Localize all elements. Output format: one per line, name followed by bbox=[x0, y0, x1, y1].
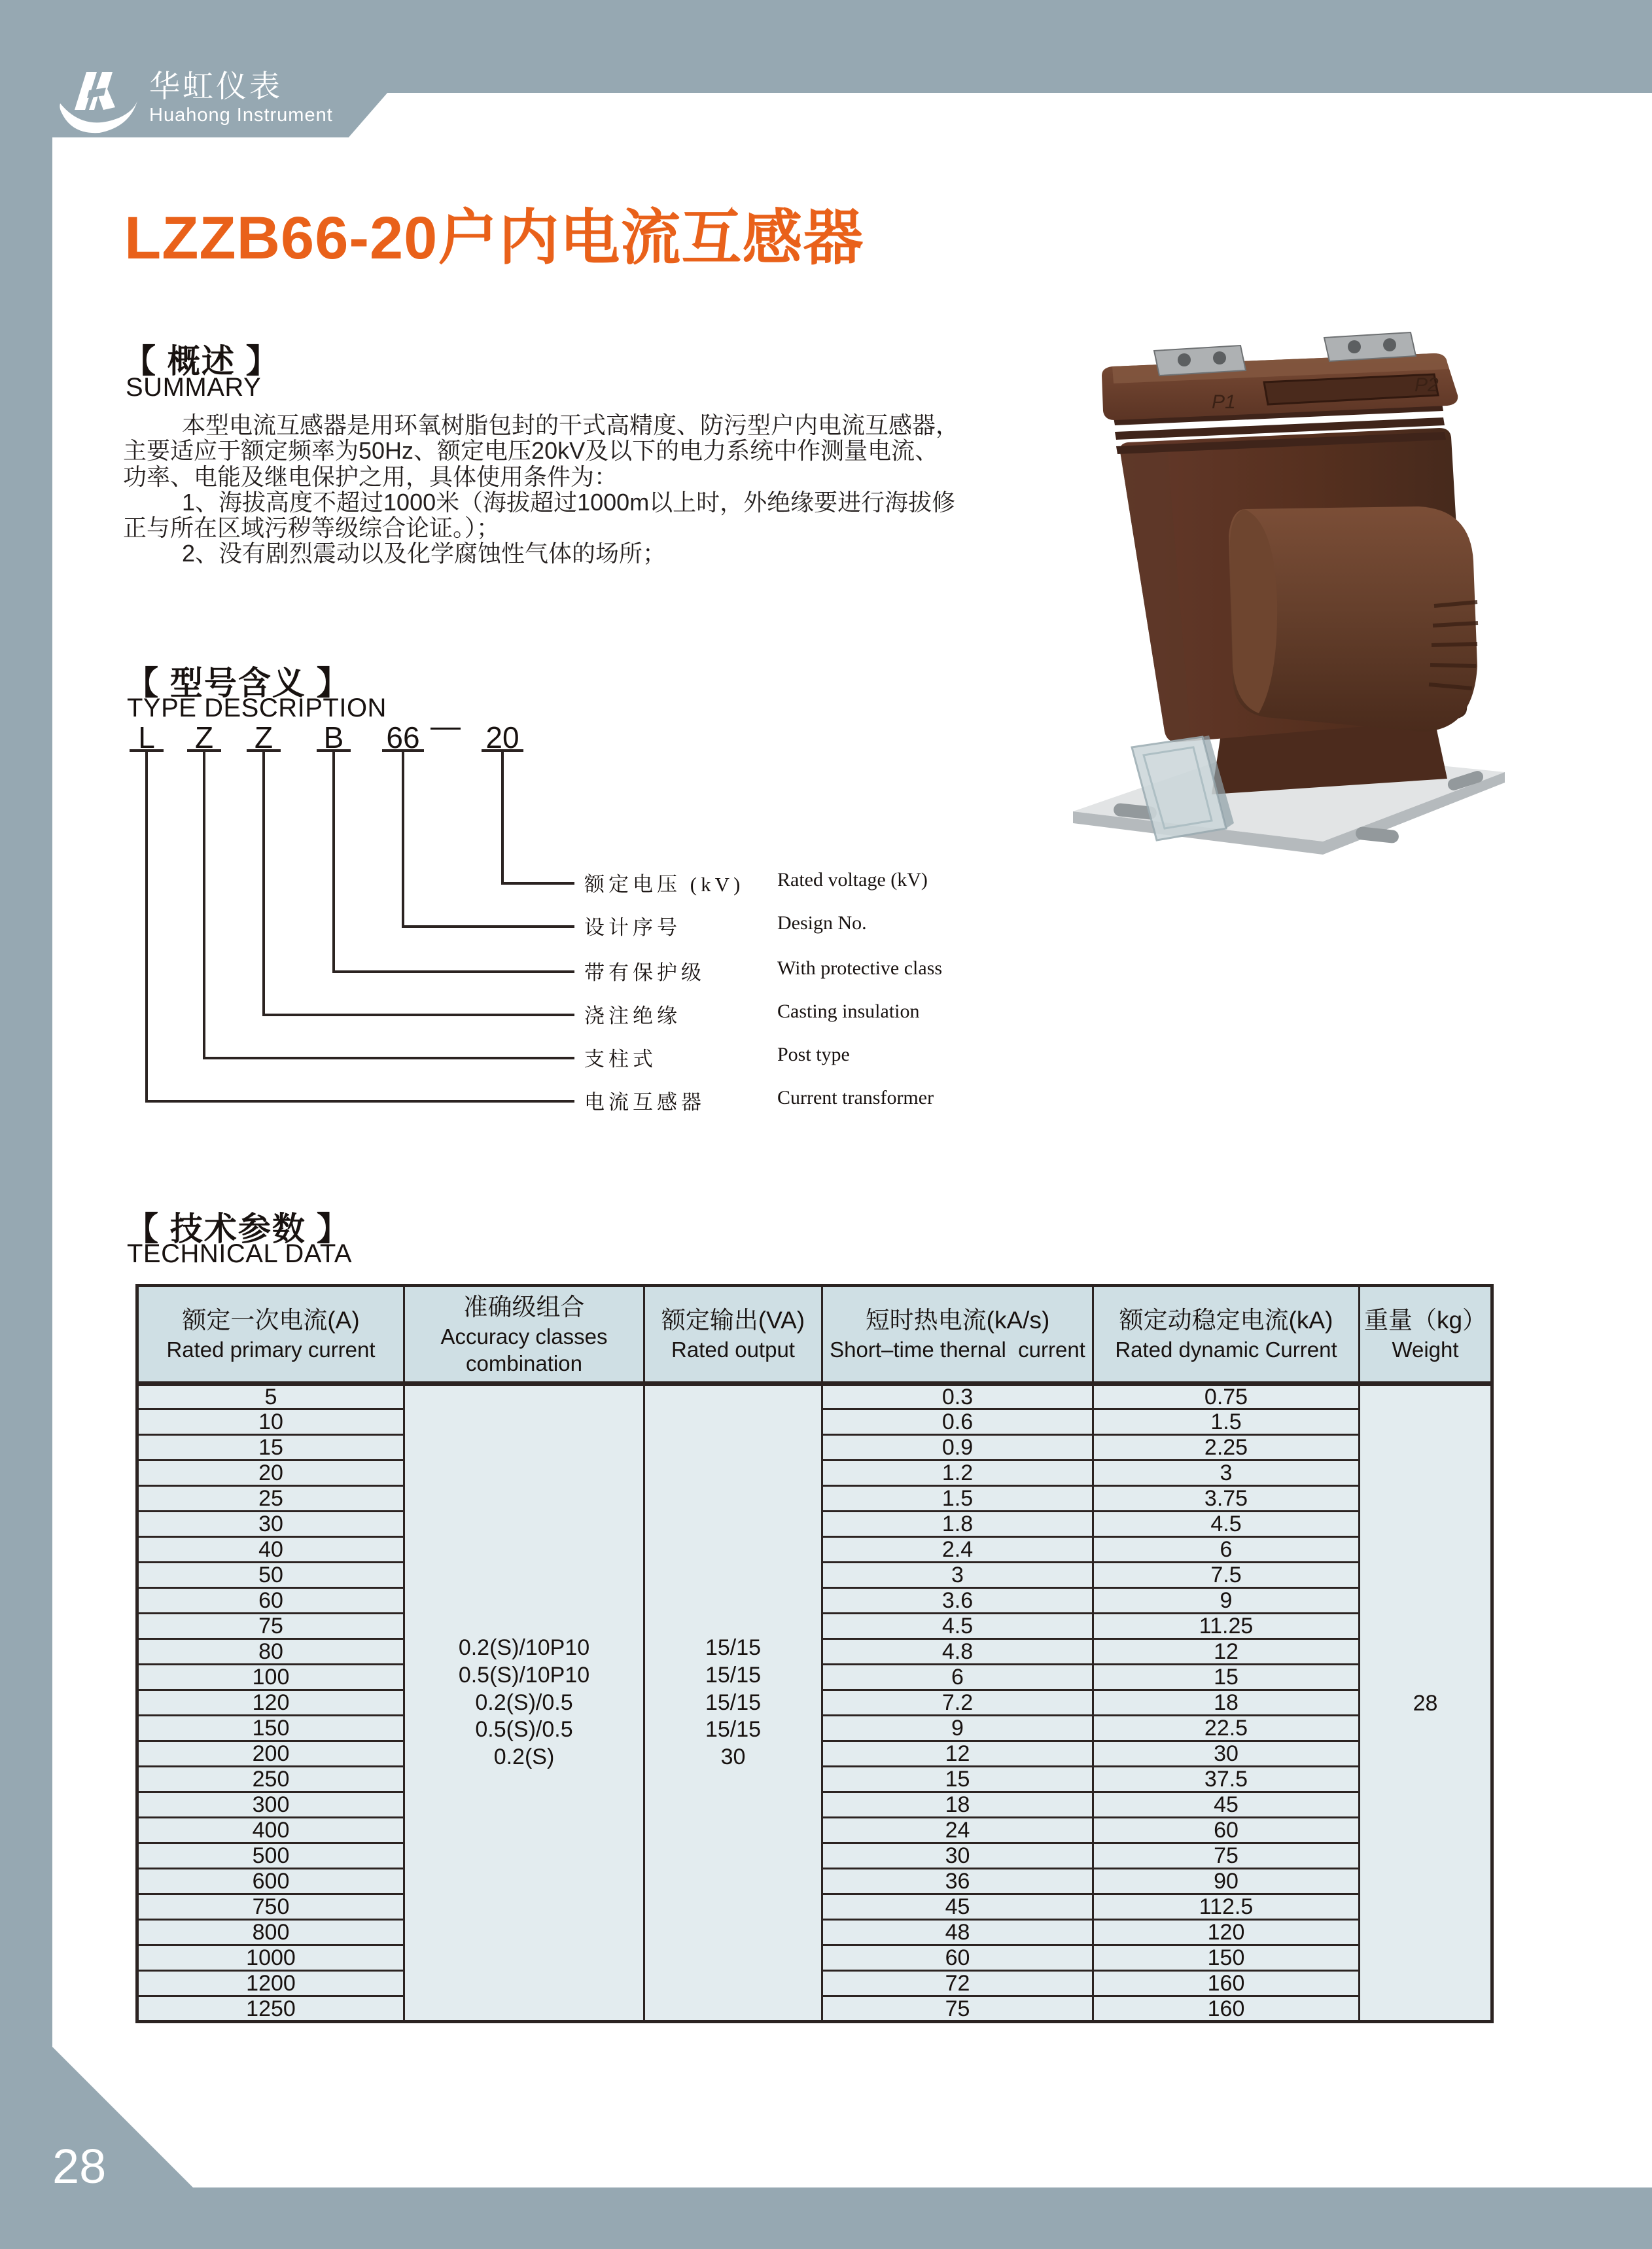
type-code-char: B bbox=[323, 720, 344, 754]
cell-dynamic: 12 bbox=[1093, 1639, 1360, 1665]
cell-current: 10 bbox=[137, 1409, 404, 1435]
cell-dynamic: 4.5 bbox=[1093, 1512, 1360, 1537]
col-header-short-time-current: 短时热电流(kA/s) Short–time thernal current bbox=[822, 1286, 1093, 1384]
cell-dynamic: 150 bbox=[1093, 1945, 1360, 1971]
type-heading-cn: 【 型号含义 】 bbox=[126, 665, 351, 701]
cell-current: 40 bbox=[137, 1537, 404, 1563]
cell-current: 30 bbox=[137, 1512, 404, 1537]
col-header-primary-current: 额定一次电流(A) Rated primary current bbox=[137, 1286, 404, 1384]
type-row-cn: 浇注绝缘 bbox=[584, 1004, 681, 1027]
cell-thermal: 0.6 bbox=[822, 1409, 1093, 1435]
cell-current: 60 bbox=[137, 1588, 404, 1614]
product-image bbox=[1015, 313, 1523, 873]
cell-dynamic: 75 bbox=[1093, 1843, 1360, 1869]
summary-line: 主要适应于额定频率为50Hz、额定电压20kV及以下的电力系统中作测量电流、 bbox=[123, 437, 939, 465]
cell-thermal: 7.2 bbox=[822, 1690, 1093, 1716]
cell-dynamic: 3.75 bbox=[1093, 1486, 1360, 1512]
cell-thermal: 12 bbox=[822, 1741, 1093, 1767]
cell-dynamic: 3 bbox=[1093, 1461, 1360, 1486]
cell-current: 750 bbox=[137, 1894, 404, 1920]
summary-line: 2、没有剧烈震动以及化学腐蚀性气体的场所； bbox=[182, 540, 667, 567]
svg-text:P2: P2 bbox=[1415, 374, 1439, 396]
cell-thermal: 60 bbox=[822, 1945, 1093, 1971]
cell-thermal: 0.3 bbox=[822, 1384, 1093, 1409]
logo-crescent-icon bbox=[56, 69, 140, 135]
cell-dynamic: 7.5 bbox=[1093, 1563, 1360, 1588]
type-heading-en: TYPE DESCRIPTION bbox=[127, 694, 387, 722]
cell-thermal: 18 bbox=[822, 1792, 1093, 1818]
cell-dynamic: 2.25 bbox=[1093, 1435, 1360, 1461]
summary-paragraph bbox=[123, 412, 993, 567]
cell-dynamic: 112.5 bbox=[1093, 1894, 1360, 1920]
type-row-cn: 带有保护级 bbox=[584, 961, 705, 984]
type-row-en: Current transformer bbox=[777, 1087, 934, 1108]
cell-dynamic: 0.75 bbox=[1093, 1384, 1360, 1409]
cell-weight: 28 bbox=[1360, 1384, 1492, 2022]
cell-current: 20 bbox=[137, 1461, 404, 1486]
table-row bbox=[137, 1384, 1492, 1409]
cell-current: 800 bbox=[137, 1920, 404, 1945]
type-code-char: 66 bbox=[386, 720, 420, 754]
cell-thermal: 0.9 bbox=[822, 1435, 1093, 1461]
page-number: 28 bbox=[52, 2139, 107, 2193]
technical-data-table bbox=[135, 1284, 1494, 2023]
col-header-rated-output: 额定输出(VA) Rated output bbox=[644, 1286, 822, 1384]
logo-en-text: Huahong Instrument bbox=[149, 104, 333, 126]
cell-thermal: 6 bbox=[822, 1665, 1093, 1690]
cell-current: 25 bbox=[137, 1486, 404, 1512]
summary-line: 正与所在区域污秽等级综合论证。）； bbox=[123, 514, 501, 542]
cell-current: 500 bbox=[137, 1843, 404, 1869]
cell-current: 300 bbox=[137, 1792, 404, 1818]
cell-thermal: 4.5 bbox=[822, 1614, 1093, 1639]
cell-thermal: 75 bbox=[822, 1996, 1093, 2022]
cell-current: 15 bbox=[137, 1435, 404, 1461]
cell-thermal: 9 bbox=[822, 1716, 1093, 1741]
svg-text:P1: P1 bbox=[1212, 391, 1236, 413]
cell-dynamic: 160 bbox=[1093, 1996, 1360, 2022]
cell-dynamic: 22.5 bbox=[1093, 1716, 1360, 1741]
summary-line: 功率、电能及继电保护之用，具体使用条件为： bbox=[123, 463, 618, 490]
type-row-cn: 设计序号 bbox=[584, 916, 681, 939]
cell-dynamic: 160 bbox=[1093, 1971, 1360, 1996]
type-code-char: Z bbox=[194, 720, 214, 754]
cell-dynamic: 90 bbox=[1093, 1869, 1360, 1894]
cell-dynamic: 30 bbox=[1093, 1741, 1360, 1767]
cell-thermal: 4.8 bbox=[822, 1639, 1093, 1665]
cell-thermal: 36 bbox=[822, 1869, 1093, 1894]
summary-heading-en: SUMMARY bbox=[126, 373, 262, 402]
cell-current: 1250 bbox=[137, 1996, 404, 2022]
type-code-char: L bbox=[138, 720, 155, 754]
cell-thermal: 1.2 bbox=[822, 1461, 1093, 1486]
type-row-en: Rated voltage (kV) bbox=[777, 869, 928, 891]
table-header-row bbox=[137, 1286, 1492, 1384]
cell-dynamic: 6 bbox=[1093, 1537, 1360, 1563]
type-row-en: With protective class bbox=[777, 957, 943, 979]
cell-current: 1200 bbox=[137, 1971, 404, 1996]
cell-thermal: 2.4 bbox=[822, 1537, 1093, 1563]
page-title: LZZB66-20户内电流互感器 bbox=[124, 205, 864, 272]
cell-thermal: 1.8 bbox=[822, 1512, 1093, 1537]
cell-current: 5 bbox=[137, 1384, 404, 1409]
cell-dynamic: 37.5 bbox=[1093, 1767, 1360, 1792]
cell-rated-output: 15/15 15/15 15/15 15/15 30 bbox=[644, 1384, 822, 2022]
cell-current: 80 bbox=[137, 1639, 404, 1665]
type-code-char: Z bbox=[254, 720, 273, 754]
cell-thermal: 3.6 bbox=[822, 1588, 1093, 1614]
cell-thermal: 15 bbox=[822, 1767, 1093, 1792]
type-code-char: 20 bbox=[485, 720, 519, 754]
left-edge-strip bbox=[0, 0, 52, 2189]
cell-dynamic: 60 bbox=[1093, 1818, 1360, 1843]
logo-cn-text: 华虹仪表 bbox=[149, 69, 283, 103]
type-row-en: Post type bbox=[777, 1044, 850, 1065]
cell-dynamic: 11.25 bbox=[1093, 1614, 1360, 1639]
cell-thermal: 48 bbox=[822, 1920, 1093, 1945]
type-row-cn: 电流互感器 bbox=[584, 1091, 705, 1114]
type-row-cn: 额定电压 (kV) bbox=[584, 873, 745, 896]
technical-heading-en: TECHNICAL DATA bbox=[127, 1239, 353, 1268]
cell-dynamic: 15 bbox=[1093, 1665, 1360, 1690]
cell-thermal: 3 bbox=[822, 1563, 1093, 1588]
cell-dynamic: 18 bbox=[1093, 1690, 1360, 1716]
col-header-accuracy: 准确级组合 Accuracy classes combination bbox=[404, 1286, 644, 1384]
cell-thermal: 24 bbox=[822, 1818, 1093, 1843]
footer-band bbox=[0, 2187, 1652, 2249]
company-logo bbox=[56, 69, 333, 135]
col-header-weight: 重量（kg） Weight bbox=[1360, 1286, 1492, 1384]
cell-dynamic: 9 bbox=[1093, 1588, 1360, 1614]
type-row-en: Design No. bbox=[777, 912, 867, 934]
cell-current: 1000 bbox=[137, 1945, 404, 1971]
cell-current: 200 bbox=[137, 1741, 404, 1767]
technical-heading-cn: 【 技术参数 】 bbox=[126, 1211, 351, 1247]
col-header-dynamic-current: 额定动稳定电流(kA) Rated dynamic Current bbox=[1093, 1286, 1360, 1384]
cell-current: 120 bbox=[137, 1690, 404, 1716]
type-code-separator: — bbox=[431, 709, 461, 743]
type-row-en: Casting insulation bbox=[777, 1001, 920, 1022]
type-row-cn: 支柱式 bbox=[584, 1048, 657, 1071]
summary-line: 本型电流互感器是用环氧树脂包封的干式高精度、防污型户内电流互感器， bbox=[182, 412, 960, 438]
table-body bbox=[137, 1384, 1492, 2022]
cell-accuracy-classes: 0.2(S)/10P10 0.5(S)/10P10 0.2(S)/0.5 0.5(S)/0.5 0.2(S) bbox=[404, 1384, 644, 2022]
cell-thermal: 72 bbox=[822, 1971, 1093, 1996]
cell-current: 75 bbox=[137, 1614, 404, 1639]
cell-current: 600 bbox=[137, 1869, 404, 1894]
cell-dynamic: 120 bbox=[1093, 1920, 1360, 1945]
cell-current: 250 bbox=[137, 1767, 404, 1792]
cell-current: 150 bbox=[137, 1716, 404, 1741]
cell-thermal: 1.5 bbox=[822, 1486, 1093, 1512]
summary-heading-cn: 【 概述 】 bbox=[123, 343, 280, 380]
cell-thermal: 30 bbox=[822, 1843, 1093, 1869]
cell-dynamic: 45 bbox=[1093, 1792, 1360, 1818]
summary-line: 1、海拔高度不超过1000米（海拔超过1000m以上时，外绝缘要进行海拔修 bbox=[182, 488, 956, 516]
cell-thermal: 45 bbox=[822, 1894, 1093, 1920]
cell-dynamic: 1.5 bbox=[1093, 1409, 1360, 1435]
cell-current: 400 bbox=[137, 1818, 404, 1843]
cell-current: 50 bbox=[137, 1563, 404, 1588]
cell-current: 100 bbox=[137, 1665, 404, 1690]
